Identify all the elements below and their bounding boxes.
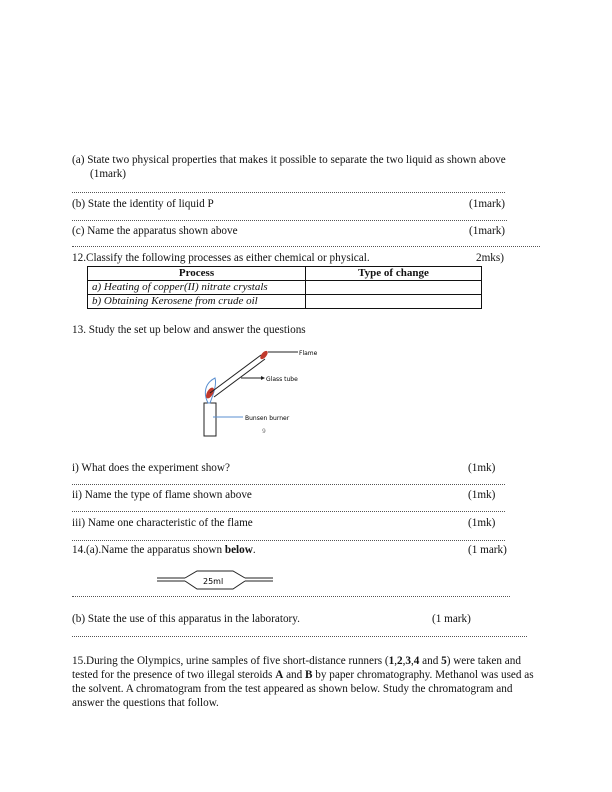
label-glass-tube: Glass tube — [266, 376, 298, 383]
answer-line[interactable] — [72, 246, 540, 247]
answer-line[interactable] — [72, 484, 505, 485]
question-13ii: ii) Name the type of flame shown above — [72, 489, 252, 501]
question-11c-mark: (1mark) — [469, 225, 506, 237]
answer-line[interactable] — [72, 540, 505, 541]
question-13: 13. Study the set up below and answer the questions — [72, 324, 306, 336]
figure-number: 9 — [262, 428, 266, 435]
question-11a: (a) State two physical properties that makes it possible to separate the two liquid as shown above — [72, 154, 506, 166]
label-bunsen-burner: Bunsen burner — [245, 415, 290, 422]
table-row — [88, 281, 482, 295]
question-12-mark: 2mks) — [476, 252, 504, 264]
bunsen-burner-shape — [204, 403, 216, 436]
text: 14.(a).Name the apparatus shown — [72, 544, 225, 556]
label-flame: Flame — [299, 350, 318, 357]
question-11b: (b) State the identity of liquid P — [72, 198, 214, 210]
bold-text: 1 — [388, 655, 395, 667]
question-14b: (b) State the use of this apparatus in the laboratory. — [72, 613, 300, 625]
question-12: 12.Classify the following processes as either chemical or physical. — [72, 252, 370, 264]
question-13iii: iii) Name one characteristic of the flame — [72, 517, 253, 529]
classification-table — [87, 266, 482, 309]
header-process: Process — [88, 267, 306, 281]
question-11a-mark: (1mark) — [90, 168, 127, 180]
bold-text: B — [305, 669, 313, 681]
answer-line[interactable] — [72, 192, 505, 193]
text: , — [394, 655, 397, 667]
text: , — [402, 655, 406, 667]
bold-text: below — [224, 544, 253, 556]
change-cell[interactable] — [306, 281, 482, 295]
question-14b-mark: (1 mark) — [432, 613, 471, 625]
answer-line[interactable] — [72, 636, 527, 637]
question-13iii-mark: (1mk) — [468, 517, 496, 529]
answer-line[interactable] — [72, 511, 505, 512]
bold-text: 4 — [413, 655, 420, 667]
question-13i-mark: (1mk) — [468, 462, 496, 474]
question-14a — [72, 543, 256, 557]
text: 15.During the Olympics, urine samples of five short-distance runners ( — [72, 655, 389, 667]
table-row — [88, 295, 482, 309]
bold-text: A — [275, 669, 284, 681]
bold-text: 2 — [396, 655, 403, 667]
flame-test-diagram — [195, 343, 335, 443]
bold-text: 3 — [405, 655, 411, 667]
question-11c: (c) Name the apparatus shown above — [72, 225, 238, 237]
process-cell: b) Obtaining Kerosene from crude oil — [88, 295, 306, 309]
question-11b-mark: (1mark) — [469, 198, 506, 210]
bold-text: 5 — [441, 655, 447, 667]
change-cell[interactable] — [306, 295, 482, 309]
text: , — [410, 655, 414, 667]
question-13ii-mark: (1mk) — [468, 489, 496, 501]
text: and — [419, 655, 442, 667]
header-type-of-change: Type of change — [306, 267, 482, 281]
text: . — [252, 544, 256, 556]
text: ) were taken and tested for the presence of two illegal steroids — [72, 655, 521, 681]
text: and — [283, 669, 306, 681]
answer-line[interactable] — [72, 220, 507, 221]
question-15 — [72, 654, 542, 710]
question-13i: i) What does the experiment show? — [72, 462, 230, 474]
pipette-label: 25ml — [203, 577, 224, 586]
text: by paper chromatography. Methanol was used as the solvent. A chromatogram from the test appeared as shown below. Study the chromatogram and answer the questions that follow. — [72, 669, 534, 709]
pipette-diagram — [155, 568, 280, 592]
question-14a-mark: (1 mark) — [468, 544, 507, 556]
answer-line[interactable] — [72, 596, 510, 597]
process-cell: a) Heating of copper(II) nitrate crystals — [88, 281, 306, 295]
